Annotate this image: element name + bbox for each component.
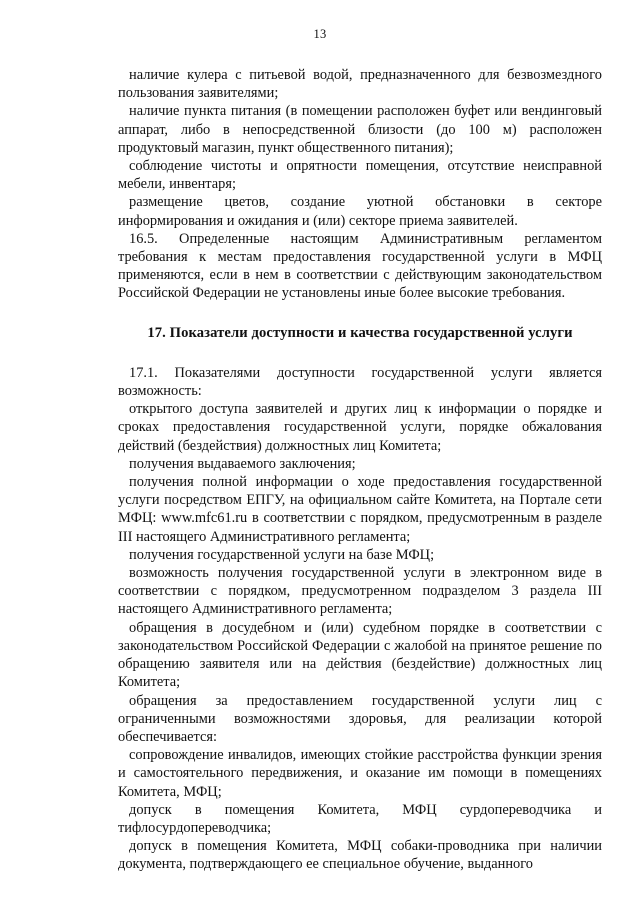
- paragraph: соблюдение чистоты и опрятности помещения, отсутствие неисправной мебели, инвентаря;: [118, 158, 602, 193]
- paragraph: возможность получения государственной услуги в электронном виде в соответствии с порядком, предусмотренном подразделом 3 раздела III настоящего Административного регламента;: [118, 565, 602, 618]
- paragraph: 16.5. Определенные настоящим Административным регламентом требования к местам предоставления государственной услуги в МФЦ применяются, если в нем в соответствии с действующим законодательством Российской Федерации не установлены иные более высокие требования.: [118, 230, 602, 302]
- paragraph: размещение цветов, создание уютной обстановки в секторе информирования и ожидания и (или) секторе приема заявителей.: [118, 194, 602, 229]
- paragraph: допуск в помещения Комитета, МФЦ сурдопереводчика и тифлосурдопереводчика;: [118, 801, 602, 836]
- paragraph: открытого доступа заявителей и других лиц к информации о порядке и сроках предоставления государственной услуги, порядке обжалования действий (бездействия) должностных лиц Комитета;: [118, 401, 602, 454]
- paragraph: допуск в помещения Комитета, МФЦ собаки-проводника при наличии документа, подтверждающего ее специальное обучение, выданного: [118, 838, 602, 873]
- paragraph: получения выдаваемого заключения;: [129, 455, 356, 472]
- section-heading: 17. Показатели доступности и качества государственной услуги: [147, 324, 573, 341]
- page-number: 13: [313, 27, 327, 41]
- document-body: [118, 66, 602, 874]
- paragraph: получения полной информации о ходе предоставления государственной услуги посредством ЕПГУ, на официальном сайте Комитета, на Портале сети МФЦ: www.mfc61.ru в соответствии с порядком, предусмотренным в разделе III настоящего Административного регламента;: [118, 474, 602, 545]
- paragraph: получения государственной услуги на базе МФЦ;: [129, 546, 435, 563]
- paragraph: обращения в досудебном и (или) судебном порядке в соответствии с законодательством Российской Федерации с жалобой на принятое решение по обращению заявителя или на действия (бездействие) должностных лиц Комитета;: [118, 619, 602, 691]
- paragraph: обращения за предоставлением государственной услуги лиц с ограниченными возможностями здоровья, для реализации которой обеспечивается:: [118, 692, 602, 745]
- paragraph: 17.1. Показателями доступности государственной услуги является возможность:: [118, 364, 602, 400]
- paragraph: наличие пункта питания (в помещении расположен буфет или вендинговый аппарат, либо в непосредственной близости (до 100 м) расположен продуктовый магазин, пункт общественного питания);: [118, 103, 602, 156]
- paragraph: сопровождение инвалидов, имеющих стойкие расстройства функции зрения и самостоятельного передвижения, и оказание им помощи в помещениях Комитета, МФЦ;: [118, 747, 602, 800]
- paragraph: наличие кулера с питьевой водой, предназначенного для безвозмездного пользования заявителями;: [118, 67, 602, 102]
